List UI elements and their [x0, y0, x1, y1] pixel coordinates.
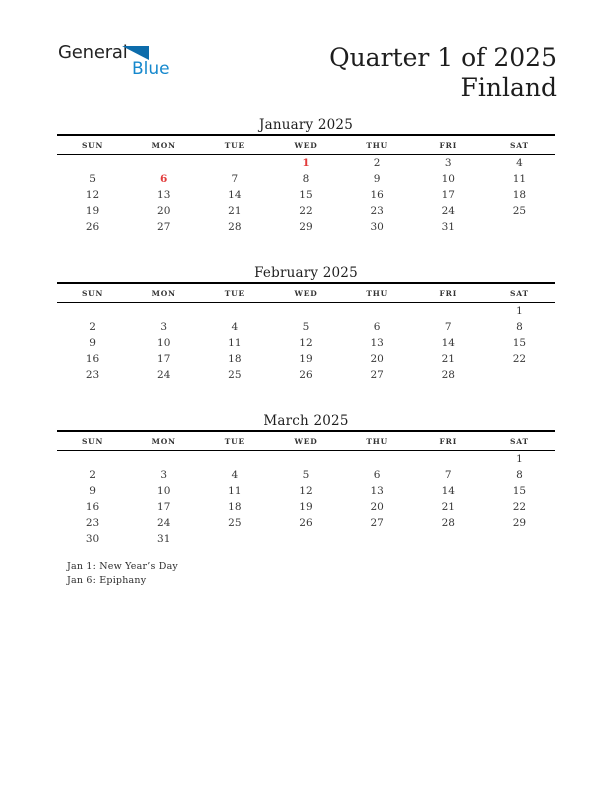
page-title — [329, 43, 557, 103]
day-cell: 26 — [85, 221, 100, 233]
month-section — [57, 413, 555, 547]
empty-day-cell — [342, 531, 413, 547]
weekday-header: THU — [342, 431, 413, 451]
day-cell: 19 — [299, 501, 313, 513]
week-row — [57, 335, 555, 351]
weekday-header-row — [57, 431, 555, 451]
empty-day-cell — [57, 303, 128, 320]
day-cell: 6 — [160, 173, 168, 185]
day-cell: 16 — [370, 189, 384, 201]
day-cell: 3 — [444, 157, 452, 169]
empty-day-cell — [484, 367, 555, 383]
week-row — [57, 351, 555, 367]
day-cell: 13 — [157, 189, 171, 201]
empty-day-cell — [57, 451, 128, 468]
weekday-header: FRI — [413, 135, 484, 155]
week-row — [57, 467, 555, 483]
day-cell: 21 — [441, 353, 455, 365]
month-title: March 2025 — [263, 413, 349, 429]
empty-day-cell — [270, 451, 341, 468]
holiday-footnotes — [67, 560, 555, 587]
week-row — [57, 219, 555, 235]
month-section — [57, 117, 555, 235]
week-row — [57, 367, 555, 383]
weekday-header: TUE — [199, 431, 270, 451]
month-title: February 2025 — [254, 265, 358, 281]
day-cell: 23 — [85, 369, 100, 381]
day-cell: 18 — [228, 501, 242, 513]
day-cell: 6 — [373, 321, 381, 333]
empty-day-cell — [342, 303, 413, 320]
weekday-header: SUN — [57, 283, 128, 303]
day-cell: 14 — [441, 337, 455, 349]
day-cell: 30 — [370, 221, 384, 233]
day-cell: 18 — [228, 353, 242, 365]
weekday-header: WED — [270, 135, 341, 155]
empty-day-cell — [128, 451, 199, 468]
day-cell: 10 — [157, 337, 171, 349]
day-cell: 4 — [231, 321, 239, 333]
day-cell: 2 — [89, 469, 96, 481]
week-row — [57, 303, 555, 320]
day-cell: 27 — [370, 369, 384, 381]
day-cell: 25 — [512, 205, 527, 217]
empty-day-cell — [484, 219, 555, 235]
day-cell: 2 — [373, 157, 381, 169]
day-cell: 19 — [85, 205, 100, 217]
day-cell: 8 — [516, 321, 523, 333]
day-cell: 11 — [228, 485, 242, 497]
calendar-months — [57, 117, 555, 587]
weekday-header-row — [57, 135, 555, 155]
empty-day-cell — [413, 303, 484, 320]
empty-day-cell — [270, 303, 341, 320]
weekday-header: SUN — [57, 135, 128, 155]
weekday-header: WED — [270, 431, 341, 451]
day-cell: 11 — [228, 337, 242, 349]
day-cell: 30 — [85, 533, 100, 545]
day-cell: 17 — [157, 353, 171, 365]
empty-day-cell — [199, 451, 270, 468]
day-cell: 1 — [516, 453, 523, 465]
day-cell: 5 — [302, 321, 310, 333]
day-cell: 20 — [370, 501, 384, 513]
day-cell: 12 — [299, 337, 313, 349]
empty-day-cell — [199, 531, 270, 547]
weekday-header: WED — [270, 283, 341, 303]
weekday-header: MON — [128, 431, 199, 451]
week-row — [57, 499, 555, 515]
day-cell: 31 — [441, 221, 455, 233]
month-section — [57, 265, 555, 383]
day-cell: 14 — [228, 189, 242, 201]
week-row — [57, 187, 555, 203]
day-cell: 12 — [85, 189, 100, 201]
day-cell: 8 — [516, 469, 523, 481]
day-cell: 22 — [299, 205, 313, 217]
day-cell: 3 — [160, 469, 168, 481]
week-row — [57, 171, 555, 187]
day-cell: 23 — [370, 205, 384, 217]
holiday-footnote: Jan 1: New Year’s Day — [67, 561, 178, 572]
day-cell: 18 — [512, 189, 527, 201]
day-cell: 25 — [228, 369, 242, 381]
day-cell: 9 — [373, 173, 381, 185]
empty-day-cell — [342, 451, 413, 468]
day-cell: 24 — [157, 369, 171, 381]
day-cell: 25 — [228, 517, 242, 529]
logo-blue-text: Blue — [132, 59, 170, 79]
day-cell: 22 — [512, 501, 527, 513]
day-cell: 27 — [157, 221, 171, 233]
weekday-header: SAT — [484, 431, 555, 451]
month-table — [57, 134, 555, 235]
week-row — [57, 451, 555, 468]
day-cell: 5 — [89, 173, 96, 185]
day-cell: 13 — [370, 337, 384, 349]
weekday-header: SAT — [484, 135, 555, 155]
day-cell: 16 — [85, 353, 100, 365]
holiday-footnote: Jan 6: Epiphany — [67, 574, 147, 586]
week-row — [57, 203, 555, 219]
day-cell: 26 — [299, 517, 313, 529]
day-cell: 3 — [160, 321, 168, 333]
day-cell: 10 — [441, 173, 455, 185]
empty-day-cell — [199, 155, 270, 172]
day-cell: 17 — [157, 501, 171, 513]
week-row — [57, 531, 555, 547]
empty-day-cell — [484, 531, 555, 547]
day-cell: 2 — [89, 321, 96, 333]
day-cell: 1 — [516, 305, 523, 317]
week-row — [57, 515, 555, 531]
weekday-header: THU — [342, 135, 413, 155]
week-row — [57, 483, 555, 499]
page-title-quarter: Quarter 1 of 2025 — [329, 43, 557, 72]
general-blue-logo — [58, 44, 178, 80]
day-cell: 26 — [299, 369, 313, 381]
weekday-header: TUE — [199, 283, 270, 303]
day-cell: 10 — [157, 485, 171, 497]
day-cell: 23 — [85, 517, 100, 529]
empty-day-cell — [199, 303, 270, 320]
week-row — [57, 319, 555, 335]
day-cell: 28 — [441, 369, 455, 381]
day-cell: 22 — [512, 353, 527, 365]
day-cell: 4 — [231, 469, 239, 481]
day-cell: 7 — [231, 173, 239, 185]
day-cell: 16 — [85, 501, 100, 513]
empty-day-cell — [128, 155, 199, 172]
day-cell: 28 — [441, 517, 455, 529]
day-cell: 21 — [228, 205, 242, 217]
day-cell: 1 — [302, 157, 310, 169]
day-cell: 7 — [444, 469, 452, 481]
day-cell: 15 — [512, 337, 527, 349]
day-cell: 29 — [512, 517, 527, 529]
day-cell: 19 — [299, 353, 313, 365]
day-cell: 14 — [441, 485, 455, 497]
month-table — [57, 430, 555, 547]
day-cell: 7 — [444, 321, 452, 333]
empty-day-cell — [413, 451, 484, 468]
weekday-header: SUN — [57, 431, 128, 451]
weekday-header: FRI — [413, 431, 484, 451]
weekday-header: MON — [128, 283, 199, 303]
weekday-header-row — [57, 283, 555, 303]
day-cell: 31 — [157, 533, 171, 545]
month-title: January 2025 — [258, 117, 354, 133]
empty-day-cell — [128, 303, 199, 320]
empty-day-cell — [270, 531, 341, 547]
day-cell: 20 — [157, 205, 171, 217]
weekday-header: FRI — [413, 283, 484, 303]
day-cell: 24 — [441, 205, 455, 217]
day-cell: 12 — [299, 485, 313, 497]
day-cell: 17 — [441, 189, 455, 201]
weekday-header: TUE — [199, 135, 270, 155]
day-cell: 28 — [228, 221, 242, 233]
day-cell: 4 — [516, 157, 523, 169]
page-title-country: Finland — [460, 73, 557, 102]
empty-day-cell — [413, 531, 484, 547]
day-cell: 6 — [373, 469, 381, 481]
month-table — [57, 282, 555, 383]
week-row — [57, 155, 555, 172]
day-cell: 5 — [302, 469, 310, 481]
day-cell: 21 — [441, 501, 455, 513]
day-cell: 27 — [370, 517, 384, 529]
empty-day-cell — [57, 155, 128, 172]
day-cell: 20 — [370, 353, 384, 365]
logo-general-text: General — [58, 42, 128, 63]
day-cell: 11 — [512, 173, 527, 185]
weekday-header: THU — [342, 283, 413, 303]
day-cell: 8 — [302, 173, 310, 185]
day-cell: 15 — [512, 485, 527, 497]
day-cell: 29 — [299, 221, 313, 233]
weekday-header: SAT — [484, 283, 555, 303]
day-cell: 13 — [370, 485, 384, 497]
day-cell: 9 — [89, 337, 96, 349]
weekday-header: MON — [128, 135, 199, 155]
day-cell: 24 — [157, 517, 171, 529]
day-cell: 15 — [299, 189, 313, 201]
day-cell: 9 — [89, 485, 96, 497]
